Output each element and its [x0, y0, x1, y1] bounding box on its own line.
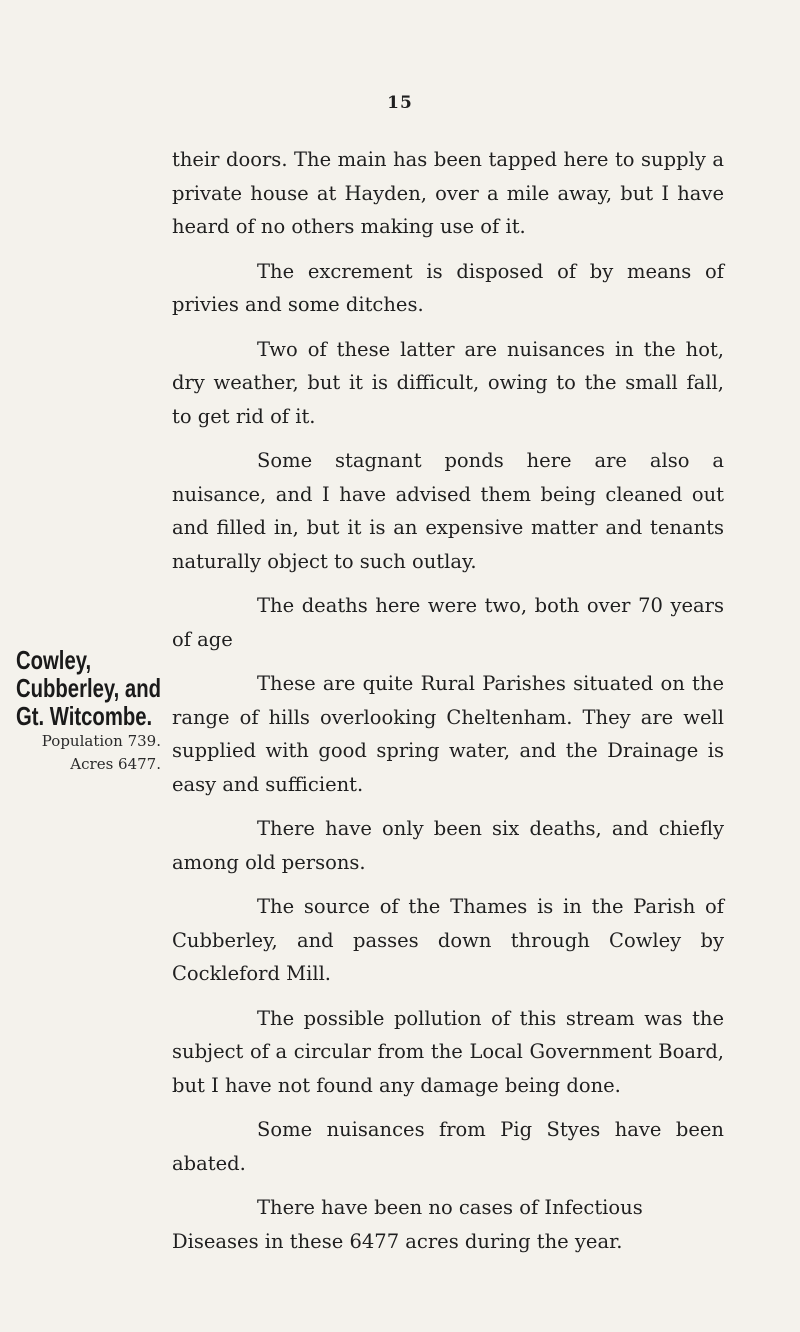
sidenote-population: Population 739. — [41, 732, 161, 750]
paragraph: There have been no cases of Infectious Diseases in these 6477 acres during the year. — [172, 1196, 643, 1253]
sidenote-acres: Acres 6477. — [70, 755, 161, 773]
paragraph: Some stagnant ponds here are also a nuisance, and I have advised them being cleaned out and filled in, but it is an expensive matter and tenants naturally object to such outlay. — [172, 449, 724, 573]
body-text — [172, 143, 724, 1269]
margin-sidenote — [16, 646, 176, 776]
page-number: 15 — [387, 93, 413, 113]
paragraph: There have only been six deaths, and chiefly among old persons. — [172, 817, 724, 874]
paragraph: Some nuisances from Pig Styes have been abated. — [172, 1118, 724, 1175]
sidenote-heading-witcombe: Gt. Witcombe. — [16, 701, 153, 731]
paragraph: These are quite Rural Parishes situated on the range of hills overlooking Cheltenham. They are well supplied with good spring water, and the Drainage is easy and sufficient. — [172, 672, 724, 796]
sidenote-heading-cubberley: Cubberley, and — [16, 673, 161, 703]
paragraph: Two of these latter are nuisances in the hot, dry weather, but it is difficult, owing to the small fall, to get rid of it. — [172, 337, 724, 428]
sidenote-heading-cowley: Cowley, — [16, 645, 92, 675]
paragraph: The possible pollution of this stream was the subject of a circular from the Local Government Board, but I have not found any damage being done. — [172, 1006, 724, 1097]
paragraph: their doors. The main has been tapped here to supply a private house at Hayden, over a mile away, but I have heard of no others making use of it. — [172, 148, 724, 238]
paragraph: The source of the Thames is in the Parish of Cubberley, and passes down through Cowley by Cockleford Mill. — [172, 895, 724, 985]
paragraph: The excrement is disposed of by means of privies and some ditches. — [172, 259, 724, 316]
paragraph: The deaths here were two, both over 70 years of age — [172, 594, 724, 651]
